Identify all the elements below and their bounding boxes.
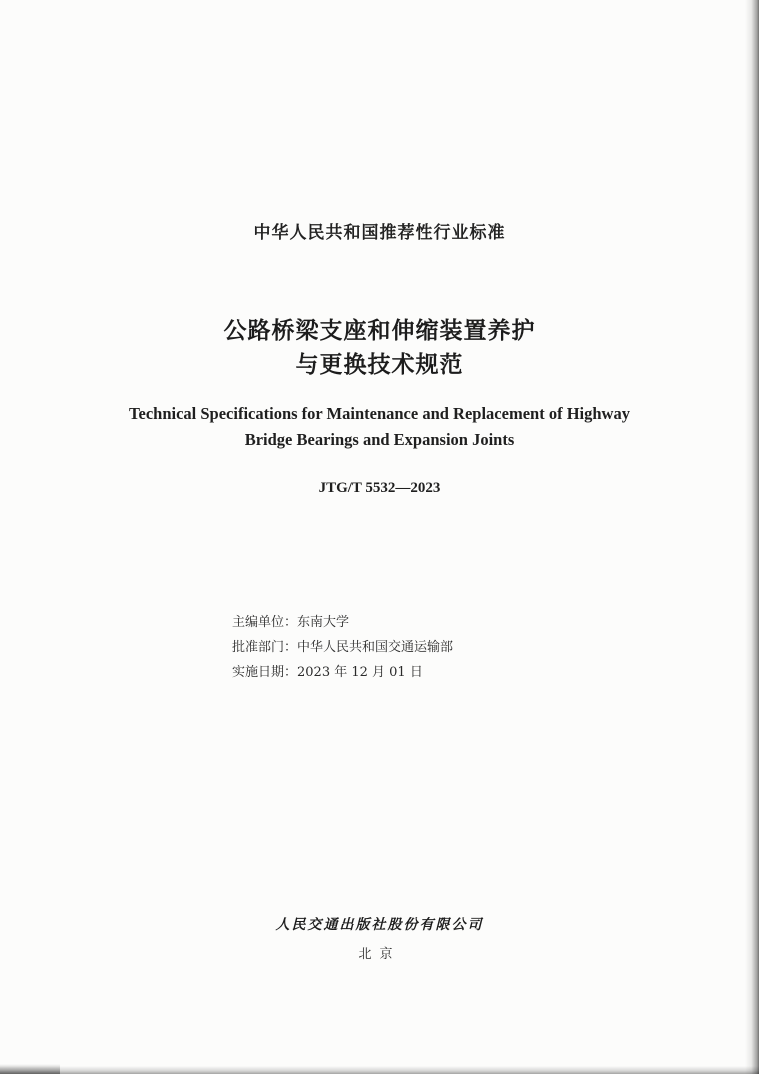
scan-edge-shadow-right <box>745 0 759 1074</box>
english-title-line-2: Bridge Bearings and Expansion Joints <box>244 430 515 449</box>
scan-edge-shadow-bottom <box>0 1066 759 1074</box>
chinese-title-line-1: 公路桥梁支座和伸缩装置养护 <box>223 318 536 344</box>
standard-code: JTG/T 5532—2023 <box>318 480 441 496</box>
publisher-city: 北京 <box>358 947 401 962</box>
standard-type-heading: 中华人民共和国推荐性行业标准 <box>253 223 506 243</box>
approval-department: 批准部门：中华人民共和国交通运输部 <box>232 640 454 655</box>
editor-unit: 主编单位：东南大学 <box>232 615 350 630</box>
publisher-name: 人民交通出版社股份有限公司 <box>275 917 484 933</box>
scan-edge-shadow-corner <box>0 1064 60 1074</box>
effective-date: 实施日期：2023 年 12 月 01 日 <box>232 665 423 680</box>
english-title-line-1: Technical Specifications for Maintenance and Replacement of Highway <box>129 404 630 423</box>
chinese-title-line-2: 与更换技术规范 <box>295 352 464 378</box>
